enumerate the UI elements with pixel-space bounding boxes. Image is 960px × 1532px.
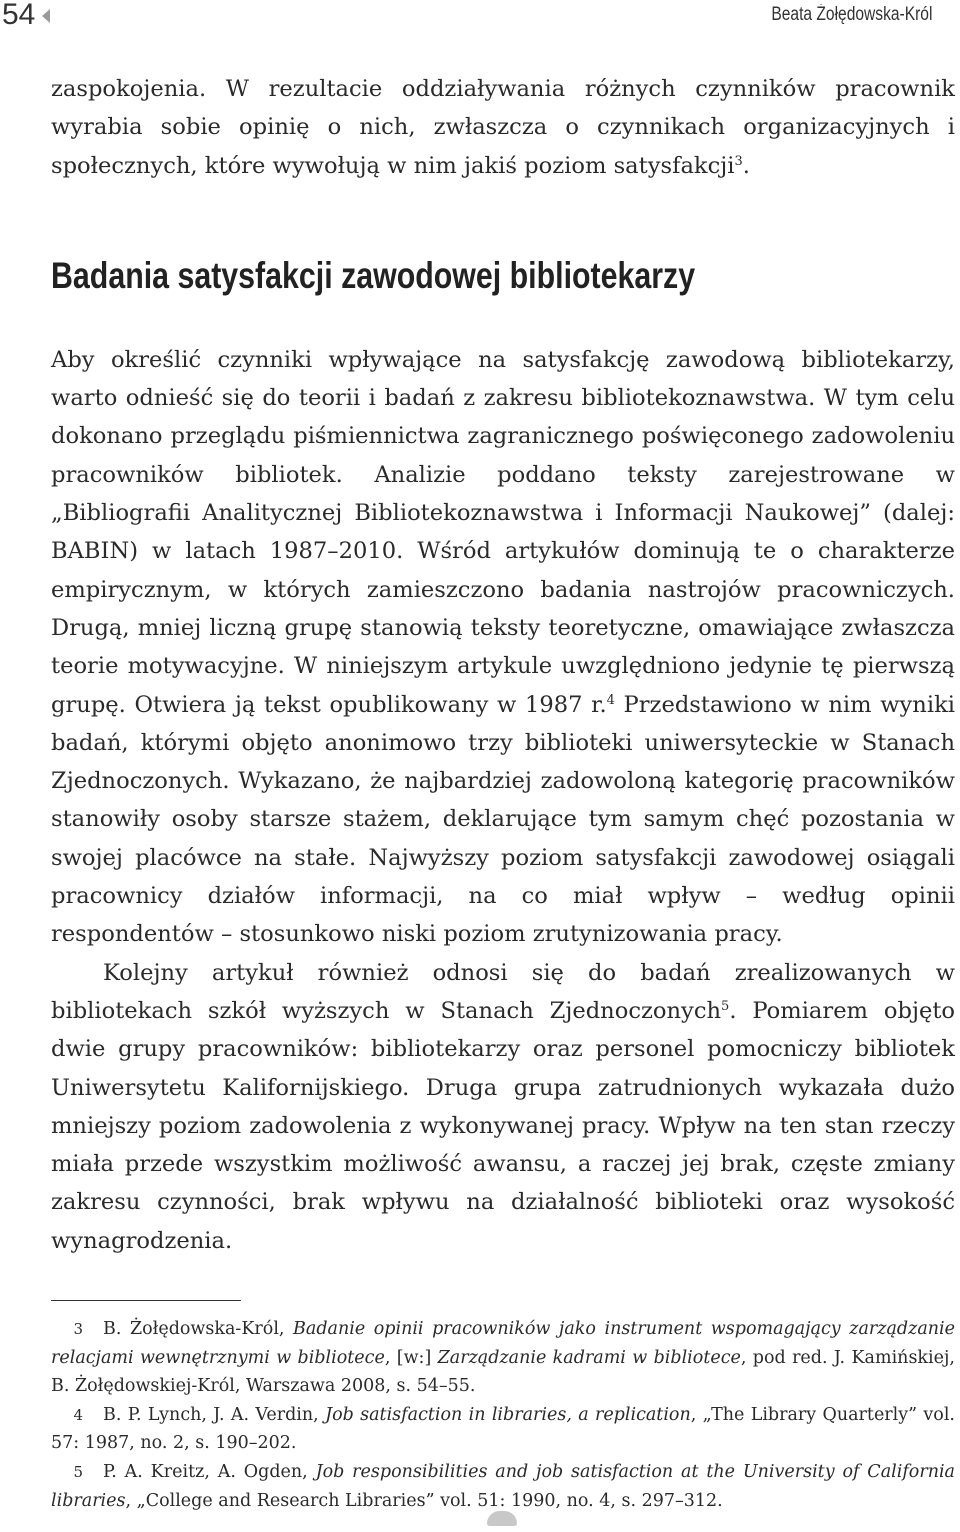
footnote-text: B. P. Lynch, J. A. Verdin, (103, 1404, 326, 1425)
intro-text: zaspokojenia. W rezultacie oddziaływania różnych czynników pracownik wyrabia sobie opinię o nich, zwłaszcza o czynnikach organizacyjnych i społecznych, które wywołują w nim jakiś poziom satysfakcji (51, 76, 955, 179)
page-header (0, 0, 960, 34)
footnote-4 (51, 1401, 955, 1458)
footnote-title: Zarządzanie kadrami w bibliotece (437, 1347, 741, 1368)
body-paragraph-2 (51, 954, 955, 1260)
footnote-number: 5 (73, 1462, 83, 1481)
footnote-ref-4[interactable]: 4 (606, 692, 615, 708)
footnote-text: , pod red. J. Kamińskiej, B. Żołędowskiej-Król, Warszawa 2008, s. 54–55. (51, 1347, 955, 1397)
paragraph-2-part-2: . Pomiarem objęto dwie grupy pracowników: bibliotekarzy oraz personel pomocniczy bibliotek Uniwersytetu Kalifornijskiego. Druga grupa zatrudnionych wykazała dużo mniejszy poziom zadowolenia z wykonywanej pracy. Wpływ na ten stan rzeczy miała przede wszystkim możliwość awansu, a raczej jej brak, częste zmiany zakresu czynności, brak wpływu na działalność biblioteki oraz wysokość wynagrodzenia. (51, 997, 955, 1254)
footnote-text: , [w:] (384, 1347, 438, 1368)
section-heading: Badania satysfakcji zawodowej bibliotekarzy (51, 254, 696, 296)
footnote-divider (51, 1300, 241, 1301)
footnote-3 (51, 1315, 955, 1401)
paragraph-2-part-1: Kolejny artykuł również odnosi się do badań zrealizowanych w bibliotekach szkół wyższych w Stanach Zjednoczonych (51, 959, 955, 1024)
footnote-text: P. A. Kreitz, A. Ogden, (103, 1461, 316, 1482)
page-bottom-marker-icon (487, 1511, 517, 1526)
footnote-text: , „The Library Quarterly” vol. 57: 1987, no. 2, s. 190–202. (51, 1404, 955, 1454)
footnote-ref-3[interactable]: 3 (734, 153, 743, 169)
footnote-5 (51, 1458, 955, 1515)
footnote-text: B. Żołędowska-Król, (103, 1319, 294, 1340)
footnote-text: , „College and Research Libraries” vol. 51: 1990, no. 4, s. 297–312. (125, 1490, 723, 1511)
page-number: 54 (2, 0, 36, 31)
page-content (51, 70, 955, 1515)
intro-paragraph (51, 70, 955, 185)
footnote-ref-5[interactable]: 5 (721, 998, 730, 1014)
footnote-title: Badanie opinii pracowników jako instrument wspomagający zarządzanie relacjami wewnętrznymi w bibliotece (51, 1319, 955, 1368)
page-marker-icon (42, 9, 50, 23)
running-head: Beata Żołędowska-Król (770, 4, 932, 25)
footnote-title: Job responsibilities and job satisfaction at the University of California libraries (51, 1461, 955, 1511)
footnote-title: Job satisfaction in libraries, a replication (325, 1404, 691, 1425)
paragraph-1-part-2: Przedstawiono w nim wyniki badań, którymi objęto anonimowo trzy biblioteki uniwersyteckie w Stanach Zjednoczonych. Wykazano, że najbardziej zadowoloną kategorię pracowników stanowiły osoby starsze stażem, deklarujące tym samym chęć pozostania w swojej placówce na stałe. Najwyższy poziom satysfakcji zawodowej osiągali pracownicy działów informacji, na co miał wpływ – według opinii respondentów – stosunkowo niski poziom zrutynizowania pracy. (51, 691, 955, 948)
paragraph-1-part-1: Aby określić czynniki wpływające na satysfakcję zawodową bibliotekarzy, warto odnieść się do teorii i badań z zakresu bibliotekoznawstwa. W tym celu dokonano przeglądu piśmiennictwa zagranicznego poświęconego zadowoleniu pracowników bibliotek. Analizie poddano teksty zarejestrowane w „Bibliografii Analitycznej Bibliotekoznawstwa i Informacji Naukowej” (dalej: BABIN) w latach 1987–2010. Wśród artykułów dominują te o charakterze empirycznym, w których zamieszczono badania nastrojów pracowniczych. Drugą, mniej liczną grupę stanowią teksty teoretyczne, omawiające zwłaszcza teorie motywacyjne. W niniejszym artykule uwzględniono jedynie tę pierwszą grupę. Otwiera ją tekst opublikowany w 1987 r. (51, 346, 955, 718)
footnote-number: 4 (73, 1405, 83, 1424)
body-paragraph-1 (51, 341, 955, 954)
footnote-number: 3 (73, 1320, 83, 1339)
intro-end: . (742, 152, 750, 179)
